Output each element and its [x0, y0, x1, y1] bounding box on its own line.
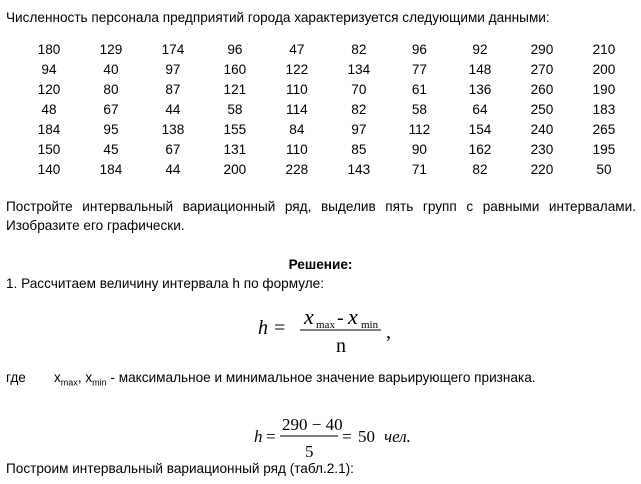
formula1-lhs: h: [258, 317, 268, 339]
table-cell: 200: [592, 62, 616, 77]
table-cell: 138: [161, 122, 185, 137]
table-row: [18, 80, 635, 100]
table-cell: 180: [37, 42, 61, 57]
table-cell: 140: [37, 162, 61, 177]
formula1-denominator: n: [336, 335, 346, 357]
table-cell: 96: [411, 42, 427, 57]
formula1-xmin: x: [348, 304, 358, 329]
where-xmin: x: [85, 370, 93, 385]
table-cell: 87: [165, 82, 181, 97]
table-row: [18, 120, 635, 140]
formula1-minus: -: [337, 307, 344, 329]
formula2-eq2: =: [342, 427, 352, 446]
table-cell: 67: [165, 142, 181, 157]
formula2-denominator: 5: [305, 442, 314, 461]
table-cell: 143: [347, 162, 371, 177]
table-cell: 190: [592, 82, 616, 97]
table-cell: 114: [286, 102, 308, 117]
table-cell: 95: [103, 122, 119, 137]
table-cell: 97: [351, 122, 367, 137]
formula2-lhs: h: [254, 427, 263, 446]
formula2-unit: чел.: [384, 427, 411, 446]
table-cell: 183: [592, 102, 616, 117]
table-cell: 150: [37, 142, 61, 157]
table-cell: 195: [592, 142, 616, 157]
table-cell: 270: [530, 62, 554, 77]
table-cell: 240: [530, 122, 554, 137]
table-cell: 120: [37, 82, 61, 97]
task-line-2: Изобразите его графически.: [6, 218, 185, 233]
table-row: [18, 60, 635, 80]
table-cell: 184: [37, 122, 61, 137]
table-cell: 58: [227, 102, 243, 117]
table-cell: 82: [472, 162, 488, 177]
solution-heading: Решение:: [288, 257, 353, 272]
where-word: где: [6, 370, 26, 385]
table-cell: 174: [161, 42, 185, 57]
table-cell: 184: [99, 162, 123, 177]
table-cell: 129: [99, 42, 123, 57]
table-cell: 136: [468, 82, 492, 97]
formula1-eq: =: [274, 317, 286, 339]
intro-text: Численность персонала предприятий города характеризуется следующими данными:: [6, 10, 550, 25]
table-cell: 92: [472, 42, 488, 57]
table-cell: 112: [408, 122, 431, 137]
table-cell: 265: [592, 122, 616, 137]
table-cell: 220: [530, 162, 554, 177]
table-cell: 44: [165, 162, 181, 177]
closing-text: Построим интервальный вариационный ряд (табл.2.1):: [6, 461, 354, 476]
table-cell: 84: [289, 122, 305, 137]
table-cell: 96: [227, 42, 243, 57]
formula2-numerator: 290 − 40: [282, 415, 343, 434]
table-cell: 40: [103, 62, 119, 77]
table-cell: 58: [411, 102, 427, 117]
table-cell: 260: [530, 82, 554, 97]
table-cell: 71: [411, 162, 427, 177]
table-cell: 97: [165, 62, 181, 77]
data-table: [18, 40, 635, 180]
table-cell: 64: [472, 102, 488, 117]
table-cell: 122: [285, 62, 309, 77]
table-cell: 131: [223, 142, 247, 157]
table-cell: 82: [351, 102, 367, 117]
table-cell: 90: [411, 142, 427, 157]
formula1-min: min: [361, 319, 379, 331]
table-row: [18, 160, 635, 180]
table-cell: 61: [411, 82, 427, 97]
table-cell: 67: [103, 102, 119, 117]
table-cell: 82: [351, 42, 367, 57]
table-cell: 210: [592, 42, 616, 57]
formula1-max: max: [316, 319, 335, 331]
table-cell: 77: [411, 62, 427, 77]
table-cell: 110: [286, 142, 308, 157]
where-xmax: x: [54, 370, 61, 385]
table-cell: 121: [223, 82, 247, 97]
table-cell: 134: [347, 62, 371, 77]
table-cell: 45: [103, 142, 119, 157]
table-cell: 70: [351, 82, 367, 97]
formula1-xmax: x: [304, 304, 314, 329]
interval-calculation: [250, 412, 450, 466]
table-cell: 230: [530, 142, 554, 157]
table-cell: 44: [165, 102, 181, 117]
table-cell: 110: [286, 82, 308, 97]
table-cell: 80: [103, 82, 119, 97]
table-cell: 154: [468, 122, 492, 137]
table-cell: 94: [41, 62, 57, 77]
table-cell: 160: [223, 62, 247, 77]
table-cell: 250: [530, 102, 554, 117]
table-cell: 162: [468, 142, 492, 157]
table-cell: 47: [289, 42, 305, 57]
step-1-text: 1. Рассчитаем величину интервала h по формуле:: [6, 276, 324, 291]
formula2-eq1: =: [266, 427, 276, 446]
table-cell: 48: [41, 102, 57, 117]
task-line-1: Постройте интервальный вариационный ряд, выделив пять групп с равными интервалами.: [6, 199, 636, 214]
table-cell: 85: [351, 142, 367, 157]
table-cell: 228: [285, 162, 309, 177]
table-cell: 200: [223, 162, 247, 177]
formula2-result: 50: [358, 427, 375, 446]
table-cell: 50: [596, 162, 612, 177]
interval-formula: [250, 300, 420, 360]
where-explanation: $x_{max}$, $x_{min}$ - максимальное и минимальное значение варьирующего признака.: [54, 370, 536, 388]
table-cell: 290: [530, 42, 554, 57]
table-cell: 148: [468, 62, 492, 77]
table-row: [18, 100, 635, 120]
formula1-comma: ,: [386, 321, 391, 343]
table-row: [18, 140, 635, 160]
table-cell: 155: [223, 122, 247, 137]
table-row: [18, 40, 635, 60]
